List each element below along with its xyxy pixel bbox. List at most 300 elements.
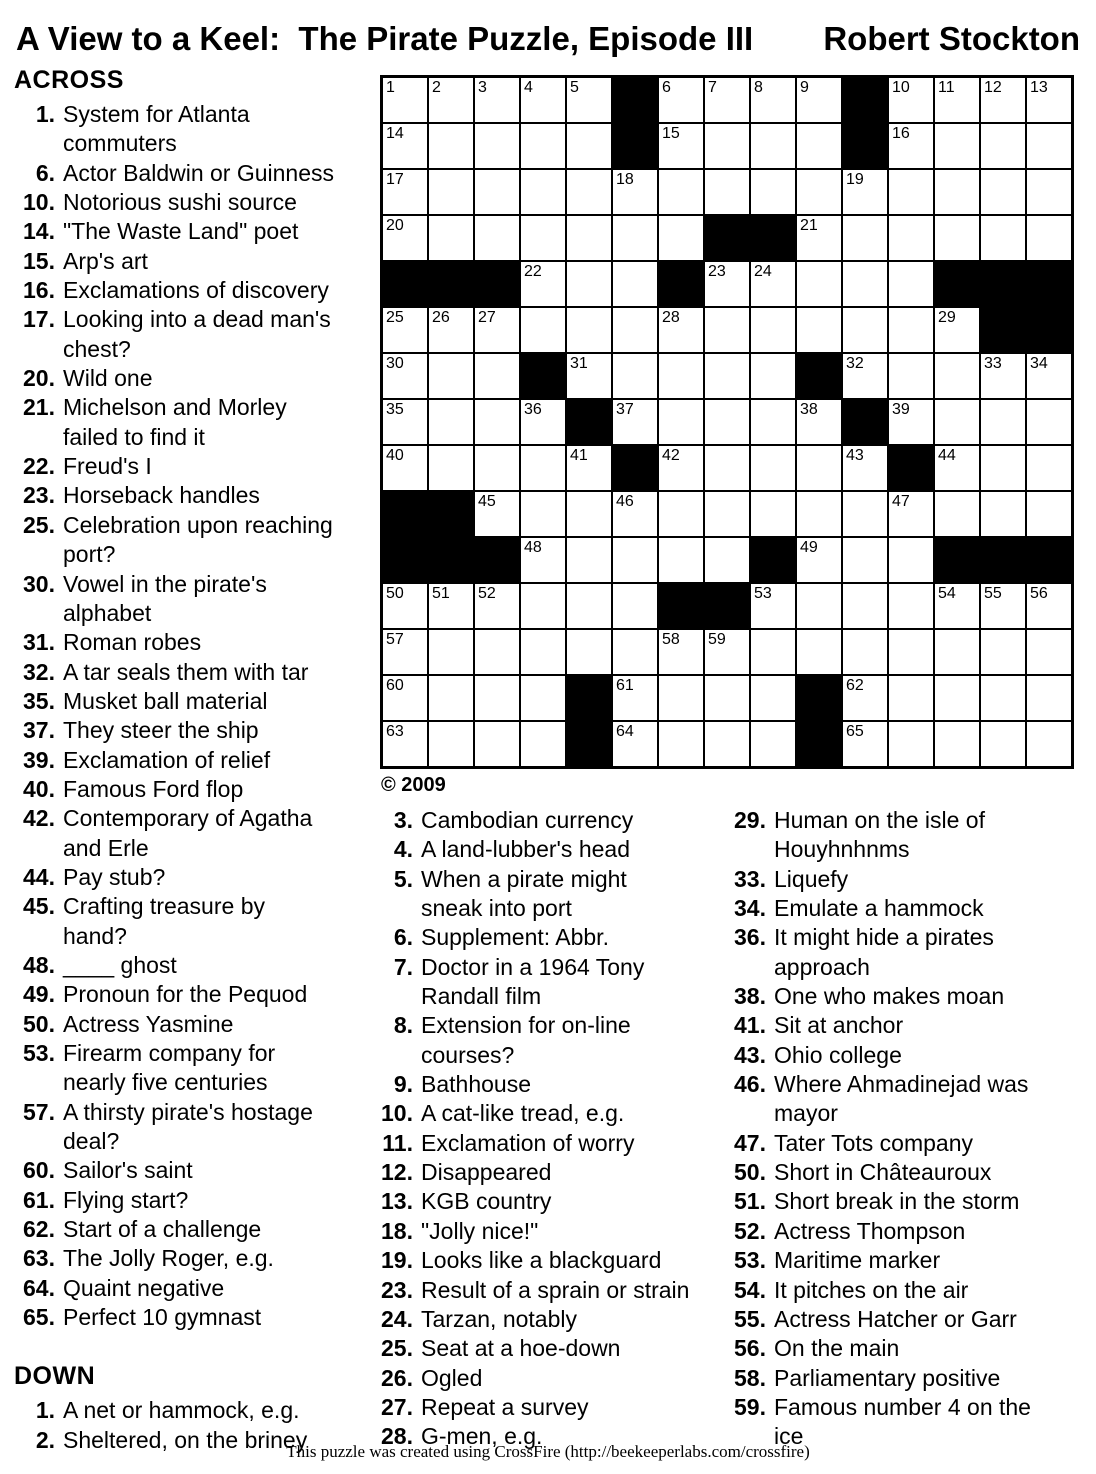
grid-cell[interactable]: [613, 630, 657, 674]
grid-cell[interactable]: [935, 492, 979, 536]
grid-cell[interactable]: [521, 630, 565, 674]
grid-cell-black: [383, 538, 427, 582]
grid-cell[interactable]: [521, 538, 565, 582]
clue-text: [63, 746, 374, 775]
grid-cell[interactable]: [1027, 630, 1071, 674]
clue-item: [14, 1156, 374, 1185]
clue-text: [63, 687, 374, 716]
grid-cell[interactable]: [429, 676, 473, 720]
grid-cell[interactable]: [659, 308, 703, 352]
grid-cell[interactable]: [751, 492, 795, 536]
title-bar: [16, 20, 1080, 58]
grid-cell[interactable]: [889, 630, 933, 674]
grid-cell[interactable]: [797, 170, 841, 214]
cell-number: 2: [432, 79, 441, 96]
grid-cell[interactable]: [935, 124, 979, 168]
grid-cell[interactable]: [935, 584, 979, 628]
cell-number: 51: [432, 585, 450, 602]
grid-cell[interactable]: [613, 492, 657, 536]
grid-cell[interactable]: [705, 78, 749, 122]
clue-text: [63, 804, 374, 863]
grid-cell[interactable]: [429, 722, 473, 766]
grid-cell[interactable]: [1027, 78, 1071, 122]
grid-cell[interactable]: [981, 400, 1025, 444]
grid-cell[interactable]: [659, 538, 703, 582]
grid-cell[interactable]: [981, 78, 1025, 122]
clue-text-line: Bathhouse: [421, 1071, 531, 1098]
clue-number: 53.: [23, 1040, 55, 1066]
clue-text-line: Musket ball material: [63, 687, 268, 714]
clue-number: 22.: [23, 453, 55, 480]
grid-cell[interactable]: [889, 492, 933, 536]
clue-text-line: Houyhnhnms: [774, 836, 910, 863]
grid-cell[interactable]: [383, 630, 427, 674]
grid-cell[interactable]: [475, 492, 519, 536]
grid-cell[interactable]: [935, 216, 979, 260]
grid-cell[interactable]: [613, 262, 657, 306]
grid-cell[interactable]: [521, 400, 565, 444]
grid-cell[interactable]: [751, 170, 795, 214]
cell-number: 18: [616, 171, 634, 188]
grid-cell[interactable]: [889, 124, 933, 168]
grid-cell[interactable]: [751, 400, 795, 444]
grid-cell[interactable]: [889, 400, 933, 444]
grid-cell[interactable]: [613, 676, 657, 720]
grid-cell[interactable]: [567, 262, 611, 306]
clue-text-line: Where Ahmadinejad was: [774, 1071, 1029, 1098]
clue-text: [774, 1364, 1096, 1393]
grid-cell-black: [613, 78, 657, 122]
grid-cell[interactable]: [889, 170, 933, 214]
cell-number: 45: [478, 493, 496, 510]
grid-cell[interactable]: [659, 78, 703, 122]
grid-cell[interactable]: [751, 78, 795, 122]
cell-number: 15: [662, 125, 680, 142]
grid-cell[interactable]: [705, 354, 749, 398]
grid-cell[interactable]: [843, 722, 887, 766]
grid-cell[interactable]: [889, 262, 933, 306]
grid-cell[interactable]: [1027, 722, 1071, 766]
clue-item: [725, 982, 1096, 1011]
grid-cell[interactable]: [521, 584, 565, 628]
grid-cell-black: [567, 400, 611, 444]
grid-cell[interactable]: [981, 492, 1025, 536]
grid-cell-black: [475, 262, 519, 306]
grid-cell[interactable]: [429, 78, 473, 122]
clue-text-line: Maritime marker: [774, 1247, 941, 1274]
grid-cell[interactable]: [383, 170, 427, 214]
grid-cell[interactable]: [889, 354, 933, 398]
across-header: ACROSS: [14, 66, 124, 94]
grid-cell[interactable]: [797, 584, 841, 628]
grid-cell[interactable]: [1027, 124, 1071, 168]
grid-cell[interactable]: [889, 538, 933, 582]
grid-cell[interactable]: [843, 354, 887, 398]
grid-cell[interactable]: [613, 308, 657, 352]
grid-cell[interactable]: [705, 538, 749, 582]
clue-text-line: port?: [63, 541, 116, 568]
grid-cell[interactable]: [475, 354, 519, 398]
grid-cell[interactable]: [705, 170, 749, 214]
crossword-grid: [380, 75, 1074, 769]
grid-cell[interactable]: [751, 354, 795, 398]
cell-number: 39: [892, 401, 910, 418]
grid-cell[interactable]: [935, 400, 979, 444]
grid-cell[interactable]: [567, 538, 611, 582]
grid-cell[interactable]: [521, 722, 565, 766]
grid-cell[interactable]: [521, 492, 565, 536]
grid-cell[interactable]: [659, 170, 703, 214]
grid-cell[interactable]: [797, 216, 841, 260]
grid-cell[interactable]: [567, 78, 611, 122]
grid-cell[interactable]: [705, 492, 749, 536]
grid-cell[interactable]: [567, 584, 611, 628]
cell-number: 43: [846, 447, 864, 464]
grid-cell[interactable]: [613, 538, 657, 582]
cell-number: 6: [662, 79, 671, 96]
clue-text-line: Disappeared: [421, 1159, 552, 1186]
clue-number: 24.: [381, 1305, 413, 1332]
clue-number: 23.: [381, 1276, 413, 1303]
grid-cell[interactable]: [797, 400, 841, 444]
grid-cell[interactable]: [475, 170, 519, 214]
grid-cell[interactable]: [843, 538, 887, 582]
grid-cell[interactable]: [705, 446, 749, 490]
grid-cell[interactable]: [705, 400, 749, 444]
grid-cell[interactable]: [1027, 170, 1071, 214]
grid-cell[interactable]: [475, 584, 519, 628]
grid-cell[interactable]: [521, 308, 565, 352]
clue-number: 64.: [23, 1274, 55, 1301]
grid-cell[interactable]: [521, 216, 565, 260]
clue-text-line: Contemporary of Agatha: [63, 805, 313, 832]
grid-cell[interactable]: [843, 216, 887, 260]
grid-cell[interactable]: [935, 354, 979, 398]
clue-item: [14, 364, 374, 393]
cell-number: 11: [938, 79, 955, 96]
grid-cell[interactable]: [521, 124, 565, 168]
grid-cell[interactable]: [843, 262, 887, 306]
grid-cell[interactable]: [475, 676, 519, 720]
grid-cell[interactable]: [613, 216, 657, 260]
clue-text-line: One who makes moan: [774, 983, 1005, 1010]
grid-cell[interactable]: [751, 676, 795, 720]
clue-text-line: Emulate a hammock: [774, 895, 984, 922]
clue-text: [421, 1187, 730, 1216]
down-clue-column-right: [725, 806, 1096, 1452]
grid-cell[interactable]: [935, 722, 979, 766]
cell-number: 42: [662, 447, 680, 464]
grid-cell[interactable]: [705, 676, 749, 720]
clue-number: 26.: [381, 1364, 413, 1391]
clue-text-line: and Erle: [63, 834, 149, 861]
grid-cell[interactable]: [567, 446, 611, 490]
grid-cell[interactable]: [889, 722, 933, 766]
clue-item: [14, 100, 374, 159]
grid-cell[interactable]: [1027, 492, 1071, 536]
grid-cell[interactable]: [751, 446, 795, 490]
grid-cell[interactable]: [613, 722, 657, 766]
clue-text-line: Actress Yasmine: [63, 1010, 234, 1037]
grid-cell-black: [751, 216, 795, 260]
grid-cell[interactable]: [429, 584, 473, 628]
grid-cell[interactable]: [751, 722, 795, 766]
grid-cell[interactable]: [843, 308, 887, 352]
clue-text-line: Horseback handles: [63, 482, 260, 509]
grid-cell[interactable]: [797, 124, 841, 168]
clue-item: [725, 923, 1096, 982]
grid-cell[interactable]: [521, 676, 565, 720]
cell-number: 17: [386, 171, 404, 188]
clue-text-line: Ohio college: [774, 1041, 902, 1068]
grid-cell[interactable]: [935, 446, 979, 490]
clue-text-line: Tater Tots company: [774, 1129, 974, 1156]
grid-cell[interactable]: [981, 584, 1025, 628]
grid-cell[interactable]: [429, 400, 473, 444]
grid-cell[interactable]: [1027, 446, 1071, 490]
grid-cell[interactable]: [429, 124, 473, 168]
grid-cell[interactable]: [383, 722, 427, 766]
grid-cell[interactable]: [797, 78, 841, 122]
clue-text-line: courses?: [421, 1041, 515, 1068]
clue-text: [63, 775, 374, 804]
grid-cell[interactable]: [751, 262, 795, 306]
clue-text-line: Repeat a survey: [421, 1393, 589, 1420]
grid-cell[interactable]: [751, 124, 795, 168]
grid-cell[interactable]: [843, 492, 887, 536]
grid-cell[interactable]: [1027, 216, 1071, 260]
cell-number: 27: [478, 309, 496, 326]
grid-cell[interactable]: [383, 78, 427, 122]
clue-item: [14, 1186, 374, 1215]
clue-item: [725, 1305, 1096, 1334]
clue-number: 45.: [23, 893, 55, 920]
clue-text-line: Actress Hatcher or Garr: [774, 1305, 1017, 1332]
clue-item: [372, 1158, 730, 1187]
grid-cell[interactable]: [1027, 354, 1071, 398]
grid-cell[interactable]: [981, 124, 1025, 168]
grid-cell[interactable]: [659, 124, 703, 168]
grid-cell[interactable]: [935, 170, 979, 214]
grid-cell[interactable]: [429, 308, 473, 352]
grid-cell[interactable]: [659, 630, 703, 674]
clue-number: 27.: [381, 1393, 413, 1420]
clue-item: [14, 570, 374, 629]
grid-cell[interactable]: [981, 170, 1025, 214]
grid-cell[interactable]: [567, 124, 611, 168]
grid-cell[interactable]: [843, 446, 887, 490]
cell-number: 53: [754, 585, 772, 602]
grid-cell[interactable]: [935, 308, 979, 352]
grid-cell[interactable]: [889, 308, 933, 352]
grid-cell[interactable]: [843, 584, 887, 628]
clue-item: [14, 1303, 374, 1332]
grid-cell[interactable]: [567, 170, 611, 214]
clue-item: [372, 923, 730, 952]
clue-text-line: Famous Ford flop: [63, 775, 244, 802]
clue-number: 50.: [734, 1159, 766, 1186]
clue-text-line: A thirsty pirate's hostage: [63, 1098, 313, 1125]
grid-cell[interactable]: [383, 400, 427, 444]
clue-item: [372, 1099, 730, 1128]
clue-number: 25.: [23, 511, 55, 538]
grid-cell[interactable]: [567, 354, 611, 398]
grid-cell[interactable]: [567, 630, 611, 674]
clue-number: 12.: [381, 1159, 413, 1186]
grid-cell[interactable]: [705, 722, 749, 766]
grid-cell-black: [751, 538, 795, 582]
grid-cell[interactable]: [383, 124, 427, 168]
grid-cell[interactable]: [659, 354, 703, 398]
grid-cell[interactable]: [567, 492, 611, 536]
cell-number: 59: [708, 631, 726, 648]
clue-text: [774, 1276, 1096, 1305]
grid-cell[interactable]: [521, 446, 565, 490]
grid-cell[interactable]: [475, 630, 519, 674]
grid-cell[interactable]: [475, 78, 519, 122]
grid-cell[interactable]: [705, 630, 749, 674]
grid-cell[interactable]: [981, 446, 1025, 490]
clue-text: [63, 1274, 374, 1303]
grid-cell[interactable]: [889, 78, 933, 122]
grid-cell[interactable]: [935, 630, 979, 674]
grid-cell[interactable]: [383, 676, 427, 720]
clue-text-line: G-men, e.g.: [421, 1423, 543, 1450]
grid-cell[interactable]: [889, 676, 933, 720]
cell-number: 61: [616, 677, 634, 694]
grid-cell[interactable]: [613, 584, 657, 628]
grid-cell[interactable]: [475, 400, 519, 444]
grid-cell-black: [1027, 538, 1071, 582]
grid-cell[interactable]: [383, 354, 427, 398]
cell-number: 1: [386, 79, 395, 96]
grid-cell[interactable]: [843, 676, 887, 720]
clue-text-line: Freud's I: [63, 453, 152, 480]
grid-cell[interactable]: [429, 630, 473, 674]
grid-cell[interactable]: [797, 538, 841, 582]
clue-text-line: ice: [774, 1423, 804, 1450]
grid-cell[interactable]: [981, 216, 1025, 260]
clue-item: [14, 511, 374, 570]
grid-cell[interactable]: [1027, 400, 1071, 444]
clue-item: [725, 1217, 1096, 1246]
grid-cell[interactable]: [981, 722, 1025, 766]
grid-cell[interactable]: [383, 308, 427, 352]
grid-cell-black: [429, 262, 473, 306]
grid-cell[interactable]: [659, 676, 703, 720]
grid-cell[interactable]: [659, 216, 703, 260]
grid-cell[interactable]: [613, 400, 657, 444]
clue-text: [63, 863, 374, 892]
grid-cell[interactable]: [659, 400, 703, 444]
grid-cell[interactable]: [521, 78, 565, 122]
grid-cell[interactable]: [1027, 584, 1071, 628]
clue-number: 6.: [393, 924, 413, 951]
clue-number: 65.: [23, 1304, 55, 1331]
grid-cell[interactable]: [981, 630, 1025, 674]
grid-cell[interactable]: [613, 354, 657, 398]
clue-text: [63, 1186, 374, 1215]
grid-cell[interactable]: [889, 216, 933, 260]
clue-number: 60.: [23, 1157, 55, 1184]
grid-cell[interactable]: [797, 492, 841, 536]
cell-number: 40: [386, 447, 404, 464]
clue-number: 51.: [734, 1188, 766, 1215]
grid-cell[interactable]: [935, 78, 979, 122]
grid-cell[interactable]: [567, 216, 611, 260]
grid-cell[interactable]: [1027, 676, 1071, 720]
clue-text-line: On the main: [774, 1335, 900, 1362]
grid-cell[interactable]: [613, 170, 657, 214]
grid-cell[interactable]: [475, 216, 519, 260]
cell-number: 44: [938, 447, 956, 464]
grid-cell[interactable]: [659, 492, 703, 536]
clue-text: [63, 364, 374, 393]
clue-text-line: deal?: [63, 1128, 120, 1155]
grid-cell[interactable]: [981, 354, 1025, 398]
grid-cell[interactable]: [475, 308, 519, 352]
grid-cell[interactable]: [521, 170, 565, 214]
grid-cell[interactable]: [751, 308, 795, 352]
grid-cell[interactable]: [383, 446, 427, 490]
clue-text: [421, 1364, 730, 1393]
grid-cell[interactable]: [797, 308, 841, 352]
clue-number: 50.: [23, 1010, 55, 1037]
grid-cell[interactable]: [567, 308, 611, 352]
grid-cell[interactable]: [797, 262, 841, 306]
grid-cell[interactable]: [383, 584, 427, 628]
grid-cell[interactable]: [659, 722, 703, 766]
grid-cell[interactable]: [843, 630, 887, 674]
grid-cell[interactable]: [659, 446, 703, 490]
grid-cell[interactable]: [843, 170, 887, 214]
grid-cell[interactable]: [429, 354, 473, 398]
clue-text: [63, 305, 374, 364]
grid-cell[interactable]: [383, 216, 427, 260]
grid-cell[interactable]: [751, 584, 795, 628]
grid-cell[interactable]: [797, 630, 841, 674]
grid-cell[interactable]: [705, 262, 749, 306]
clue-text: [63, 100, 374, 159]
grid-cell[interactable]: [705, 308, 749, 352]
grid-cell[interactable]: [935, 676, 979, 720]
clue-number: 57.: [23, 1098, 55, 1125]
grid-cell[interactable]: [429, 170, 473, 214]
clue-number: 37.: [23, 717, 55, 744]
clue-number: 41.: [734, 1012, 766, 1039]
grid-cell[interactable]: [751, 630, 795, 674]
clue-number: 55.: [734, 1305, 766, 1332]
grid-cell[interactable]: [429, 216, 473, 260]
cell-number: 50: [386, 585, 404, 602]
clue-item: [725, 1364, 1096, 1393]
grid-cell[interactable]: [889, 584, 933, 628]
grid-cell[interactable]: [705, 124, 749, 168]
clue-text: [421, 1393, 730, 1422]
cell-number: 4: [524, 79, 533, 96]
grid-cell[interactable]: [797, 446, 841, 490]
grid-cell[interactable]: [475, 124, 519, 168]
grid-cell[interactable]: [521, 262, 565, 306]
grid-cell[interactable]: [429, 446, 473, 490]
clue-text-line: alphabet: [63, 599, 152, 626]
grid-cell[interactable]: [981, 676, 1025, 720]
clue-text: [63, 511, 374, 570]
grid-cell[interactable]: [475, 446, 519, 490]
clue-text: [63, 628, 374, 657]
grid-cell[interactable]: [475, 722, 519, 766]
clue-number: 30.: [23, 570, 55, 597]
